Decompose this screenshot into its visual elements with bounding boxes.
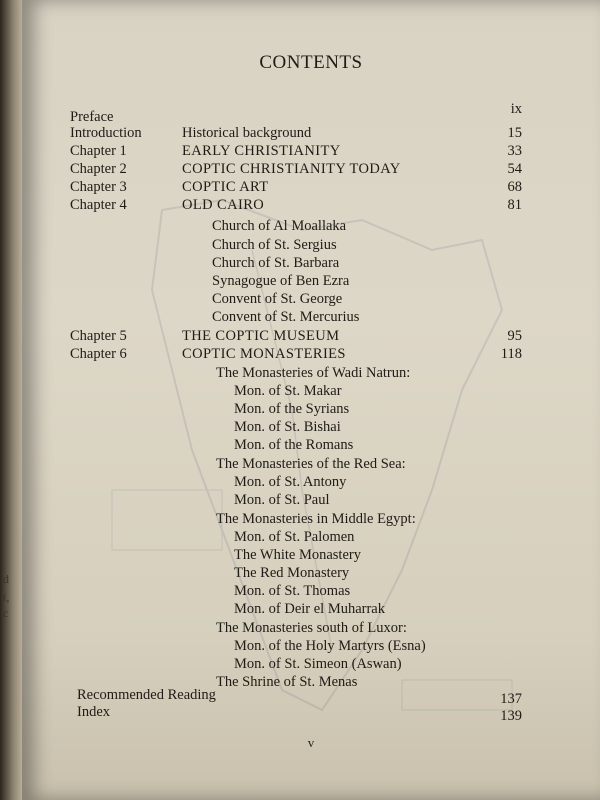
subentry-title: Mon. of St. Thomas	[234, 583, 351, 599]
subentry-title: Church of St. Barbara	[212, 255, 340, 271]
page-folio: v	[307, 735, 315, 750]
subentry-title: Mon. of St. Palomen	[234, 529, 355, 545]
entry-title: OLD CAIRO	[182, 197, 265, 213]
entry-page-number: 139	[500, 708, 522, 724]
toc-entry-chapter-3	[22, 178, 600, 197]
toc-subentry	[22, 491, 600, 510]
entry-page-number: ix	[510, 101, 522, 117]
subentry-title: Convent of St. George	[212, 291, 343, 307]
toc-subentry	[22, 272, 600, 291]
toc-entry-chapter-1	[22, 142, 600, 161]
toc-subentry-group	[22, 455, 600, 474]
entry-page-number: 118	[500, 346, 522, 362]
subentry-title: Mon. of the Holy Martyrs (Esna)	[234, 638, 426, 654]
toc-subentry	[22, 546, 600, 565]
toc-subentry	[22, 600, 600, 619]
toc-subentry	[22, 382, 600, 401]
toc-entry-index	[22, 703, 600, 722]
entry-page-number: 33	[507, 143, 522, 159]
entry-title: EARLY CHRISTIANITY	[182, 143, 341, 159]
subentry-title: Mon. of St. Paul	[234, 492, 330, 508]
toc-subentry	[22, 290, 600, 309]
subentry-group-heading: The Monasteries of Wadi Natrun:	[216, 365, 411, 381]
subentry-group-heading: The Monasteries of the Red Sea:	[216, 456, 406, 472]
entry-title: COPTIC MONASTERIES	[182, 346, 346, 362]
toc-subentry	[22, 473, 600, 492]
subentry-title: Mon. of St. Bishai	[234, 419, 341, 435]
toc-subentry	[22, 400, 600, 419]
toc-subentry	[22, 582, 600, 601]
entry-label: Preface	[70, 109, 114, 125]
subentry-title: Convent of St. Mercurius	[212, 309, 360, 325]
subentry-title: Mon. of the Romans	[234, 437, 354, 453]
entry-page-number: 54	[507, 161, 522, 177]
subentry-title: The Shrine of St. Menas	[216, 674, 358, 690]
subentry-title: Mon. of St. Antony	[234, 474, 347, 490]
entry-page-number: 137	[500, 691, 522, 707]
toc-subentry	[22, 436, 600, 455]
toc-subentry	[22, 308, 600, 327]
adjacent-page-edge	[0, 0, 22, 800]
subentry-title: Synagogue of Ben Ezra	[212, 273, 350, 289]
book-page	[22, 0, 600, 800]
entry-page-number: 68	[507, 179, 522, 195]
toc-subentry-group	[22, 619, 600, 638]
page-title: CONTENTS	[259, 52, 363, 73]
toc-subentry	[22, 637, 600, 656]
adjacent-page-fragment: d	[3, 572, 9, 586]
subentry-title: Mon. of Deir el Muharrak	[234, 601, 385, 617]
toc-subentry-group	[22, 364, 600, 383]
toc-subentry	[22, 528, 600, 547]
entry-label: Chapter 5	[70, 328, 127, 344]
subentry-title: The Red Monastery	[234, 565, 350, 581]
entry-title: THE COPTIC MUSEUM	[182, 328, 340, 344]
toc-subentry-group	[22, 510, 600, 529]
adjacent-page-fragment: t,	[3, 590, 10, 604]
subentry-title: Mon. of St. Simeon (Aswan)	[234, 656, 402, 672]
entry-page-number: 95	[507, 328, 522, 344]
entry-label: Chapter 4	[70, 197, 127, 213]
table-of-contents	[22, 0, 600, 800]
subentry-title: The White Monastery	[234, 547, 361, 563]
toc-entry-chapter-6	[22, 345, 600, 364]
entry-label: Index	[77, 704, 111, 720]
toc-entry-chapter-4	[22, 196, 600, 215]
toc-entry-chapter-2	[22, 160, 600, 179]
entry-label: Introduction	[70, 125, 142, 141]
subentry-title: Mon. of St. Makar	[234, 383, 342, 399]
subentry-group-heading: The Monasteries south of Luxor:	[216, 620, 407, 636]
toc-subentry	[22, 217, 600, 236]
entry-label: Chapter 2	[70, 161, 127, 177]
entry-label: Chapter 1	[70, 143, 127, 159]
toc-subentry	[22, 655, 600, 674]
entry-label: Recommended Reading	[77, 687, 216, 703]
subentry-title: Church of Al Moallaka	[212, 218, 347, 234]
toc-subentry	[22, 564, 600, 583]
adjacent-page-fragment: c	[3, 606, 9, 620]
subentry-title: Church of St. Sergius	[212, 237, 337, 253]
entry-page-number: 15	[507, 125, 522, 141]
entry-page-number: 81	[507, 197, 522, 213]
entry-label: Chapter 3	[70, 179, 127, 195]
toc-entry-chapter-5	[22, 327, 600, 346]
entry-title: COPTIC ART	[182, 179, 269, 195]
subentry-title: Mon. of the Syrians	[234, 401, 350, 417]
entry-title: Historical background	[182, 125, 312, 141]
subentry-group-heading: The Monasteries in Middle Egypt:	[216, 511, 416, 527]
entry-label: Chapter 6	[70, 346, 127, 362]
toc-entry-introduction	[22, 124, 600, 143]
toc-subentry	[22, 254, 600, 273]
toc-subentry	[22, 236, 600, 255]
toc-subentry	[22, 418, 600, 437]
entry-title: COPTIC CHRISTIANITY TODAY	[182, 161, 401, 177]
